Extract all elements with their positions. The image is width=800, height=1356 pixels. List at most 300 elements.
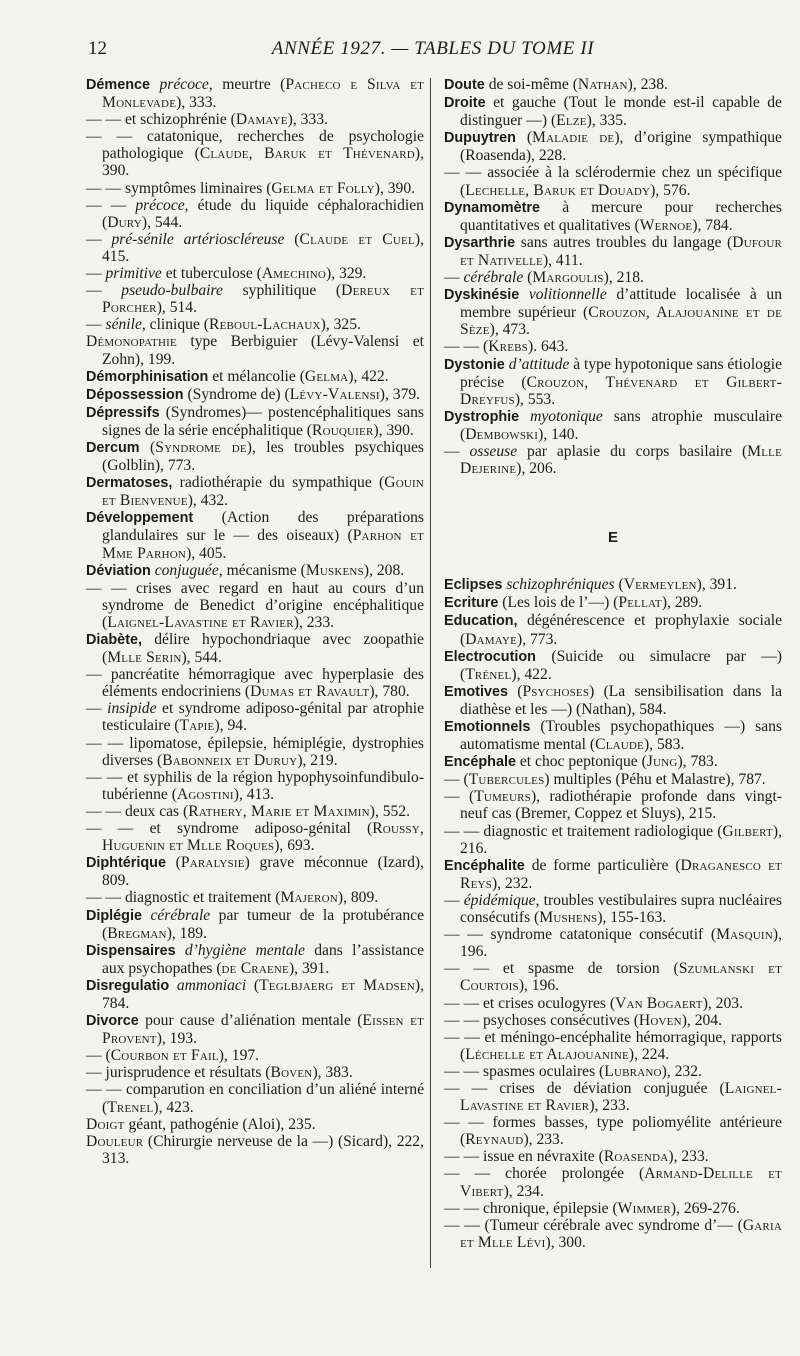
entry-text: et choc peptonique ( (519, 753, 647, 771)
entry-headword: Divorce (86, 1013, 139, 1030)
entry-authors: Paralysie (180, 854, 245, 872)
entry-headword: Electrocution (444, 648, 536, 665)
index-entry (86, 111, 424, 128)
entry-authors: Claude, Baruk et Thévenard (199, 145, 415, 163)
entry-repeat-dash: — — (444, 1199, 480, 1217)
entry-authors: Crouzon, Thévenard et Gilbert-Dreyfus (460, 373, 782, 408)
entry-authors: Claude (595, 736, 644, 754)
entry-pages: ), 224. (628, 1045, 670, 1063)
entry-pages: ), 773. (517, 630, 558, 648)
entry-authors: Pacheco e Silva et Monlevade (102, 76, 424, 112)
entry-repeat-dash: — (86, 316, 102, 334)
entry-pages: ). 643. (527, 338, 569, 356)
entry-pages: ), 300. (545, 1233, 586, 1251)
index-entry (444, 960, 782, 994)
entry-text: jurisprudence et résultats ( (105, 1064, 271, 1082)
entry-text: ( (246, 976, 260, 994)
entry-authors: Reynaud (465, 1131, 524, 1149)
entry-text: , étude du liquide céphalorachidien ( (102, 196, 424, 231)
entry-pages: ), 94. (214, 717, 247, 735)
index-entry (86, 76, 424, 111)
entry-qualifier: sénile (105, 316, 142, 334)
index-entry (444, 1114, 782, 1148)
right-column (444, 76, 782, 1251)
index-entry (444, 753, 782, 771)
index-entry (444, 926, 782, 960)
entry-pages: géant, pathogénie (Aloi), 235. (124, 1115, 316, 1133)
entry-headword: Emotionnels (444, 719, 531, 735)
entry-authors: Rouquier (312, 421, 374, 439)
entry-authors: de Craene (221, 959, 289, 977)
entry-text: ( (105, 1047, 111, 1065)
entry-authors: Maladie de (532, 129, 615, 147)
page-number: 12 (88, 38, 107, 59)
index-entry (86, 562, 424, 580)
entry-repeat-dash: — — (86, 802, 122, 820)
entry-repeat-dash: — (86, 1047, 102, 1065)
entry-authors: Eissen et Provent (102, 1012, 425, 1048)
index-entry (444, 1080, 782, 1114)
entry-pages: ), 784. (102, 976, 424, 1012)
entry-authors: Damaye (235, 111, 288, 129)
entry-pages: type Berbiguier (Lévy-Valensi et Zohn), 199. (102, 333, 424, 368)
index-entry (444, 1012, 782, 1029)
entry-headword: Encéphalite (444, 857, 525, 874)
entry-text: et schizophrénie ( (125, 111, 236, 129)
entry-pages: ), 196. (460, 926, 783, 961)
entry-headword: Dupuytren (444, 130, 516, 147)
index-entry (444, 338, 782, 355)
entry-authors: Szumlanski et Courtois (460, 960, 783, 995)
index-entry (86, 854, 424, 889)
entry-text: crises de déviation conjuguée ( (499, 1079, 725, 1097)
index-entry (444, 199, 782, 234)
index-entry (444, 1165, 782, 1199)
entry-text: psychoses consécutives ( (483, 1011, 639, 1029)
entry-repeat-dash: — — (444, 960, 490, 978)
entry-pages: ), 234. (503, 1182, 544, 1200)
entry-repeat-dash: — — (444, 1011, 480, 1029)
entry-headword: Ecriture (444, 595, 499, 612)
index-entry (86, 735, 424, 769)
entry-authors: Van Bogaert (615, 994, 703, 1012)
entry-headword: Dercum (86, 439, 140, 456)
entry-repeat-dash: — — (444, 822, 480, 840)
entry-pages: ), 514. (156, 299, 197, 317)
entry-text: lipomatose, épilepsie, hémiplégie, dystrophies diverses ( (102, 734, 424, 769)
index-entry (86, 439, 424, 474)
entry-repeat-dash: — — (86, 111, 122, 129)
entry-pages: ), 432. (187, 492, 229, 510)
entry-pages: ), 189. (166, 924, 207, 942)
index-entry (444, 1217, 782, 1251)
entry-pages: ), 390. (373, 421, 414, 439)
index-entry (444, 1063, 782, 1080)
index-entry (444, 76, 782, 94)
entry-qualifier: volitionnelle (528, 286, 607, 304)
entry-pages: ), 233. (668, 1148, 709, 1166)
entry-repeat-dash: — — (444, 1114, 484, 1132)
entry-authors: Jung (646, 753, 678, 771)
entry-authors: Tumeurs (474, 788, 531, 806)
entry-authors: Babonneix et Duruy (162, 751, 298, 769)
entry-pages: ), 783. (677, 753, 718, 771)
entry-pages: ), 576. (650, 181, 691, 199)
entry-repeat-dash: — (444, 788, 460, 806)
entry-authors: Margoulis (532, 269, 604, 287)
entry-authors: Lechelle, Baruk et Douady (465, 181, 651, 199)
entry-pages: ), 544. (141, 213, 183, 231)
entry-headword: Droite (444, 95, 486, 112)
entry-headword: Développement (86, 510, 194, 527)
entry-authors: Mlle Dejerine (460, 442, 782, 478)
entry-authors: Roasenda (603, 1148, 669, 1166)
entry-pages: ), 238. (627, 76, 668, 93)
entry-pages: ), 219. (297, 751, 338, 769)
entry-text: symptômes liminaires ( (125, 179, 272, 197)
entry-text: catatonique, recherches de psychologie pathologique ( (102, 128, 424, 163)
entry-qualifier: insipide (107, 700, 157, 718)
entry-authors: Mushens (539, 909, 598, 927)
entry-text: ( (483, 338, 489, 356)
index-entry (86, 666, 424, 700)
entry-text: pour cause d’aliénation mentale ( (145, 1012, 363, 1030)
entry-pages: ), 552. (369, 802, 411, 820)
entry-repeat-dash: — (86, 1064, 102, 1082)
entry-text: (Les lois de l’—) ( (502, 594, 619, 612)
index-entry (444, 164, 782, 198)
entry-authors: Psychoses (522, 682, 590, 700)
entry-headword: Dispensaires (86, 942, 176, 959)
entry-pages: ), 232. (491, 874, 533, 892)
entry-pages: ), 780. (369, 683, 410, 701)
entry-authors: Pellat (618, 594, 662, 612)
index-entry (444, 612, 782, 647)
entry-qualifier: schizophréniques (506, 576, 615, 594)
entry-text: d’attitude localisée à un membre supérieur ( (460, 286, 782, 322)
index-entry (86, 769, 424, 803)
entry-text: et tuberculose ( (161, 265, 262, 283)
entry-pages: ), 233. (523, 1131, 564, 1149)
entry-pages: ), 140. (538, 425, 579, 443)
index-entry (444, 269, 782, 286)
entry-repeat-dash: — — (86, 196, 127, 214)
entry-pages: ), 405. (186, 544, 227, 562)
entry-headword: Diabète, (86, 632, 142, 648)
entry-pages: ), 390. (102, 145, 424, 180)
entry-repeat-dash: — — (444, 994, 480, 1012)
entry-text: (Suicide ou simulacre par —) ( (460, 647, 782, 683)
entry-headword: Dépossession (86, 386, 184, 403)
entry-headword: Dystrophie (444, 408, 520, 425)
index-entry (86, 1133, 424, 1167)
entry-authors: Dereux et Porcher (102, 282, 424, 317)
entry-text: de forme particulière ( (531, 856, 681, 874)
entry-pages: ), 423. (153, 1098, 194, 1116)
entry-authors: Armand-Delille et Vibert (460, 1165, 782, 1200)
entry-pages: ), 391. (288, 959, 330, 977)
entry-repeat-dash: — — (444, 1028, 480, 1046)
entry-authors: Gelma (304, 367, 349, 385)
entry-pages: ), 197. (218, 1047, 260, 1065)
entry-text: ( (284, 230, 300, 248)
entry-authors: Trenel (107, 1098, 154, 1116)
entry-text: , mécanisme ( (218, 561, 306, 579)
entry-text: dans l’assistance aux psychopathes ( (102, 941, 424, 977)
entry-authors: Dumas et Ravault (250, 683, 370, 701)
entry-pages: ), 233. (589, 1097, 630, 1115)
entry-authors: Teglbjaerg et Madsen (259, 976, 415, 994)
entry-pages: ), 383. (312, 1064, 353, 1082)
entry-authors: Dury (107, 213, 142, 231)
index-entry (86, 889, 424, 906)
entry-headword: Diphtérique (86, 855, 166, 872)
entry-repeat-dash: — — (444, 1062, 480, 1080)
page-header (88, 38, 778, 66)
entry-text: et syndrome adiposo-génital ( (149, 820, 373, 838)
index-entry (444, 648, 782, 683)
entry-pages: ), 193. (156, 1030, 197, 1048)
entry-text: pancréatite hémorragique avec hyperplasie des éléments endocriniens ( (102, 666, 424, 701)
index-entry (444, 995, 782, 1012)
index-entry (86, 282, 424, 316)
entry-authors: Majeron (280, 889, 338, 907)
entry-text: et crises oculogyres ( (483, 994, 616, 1012)
entry-text: diagnostic et traitement ( (125, 889, 281, 907)
entry-text: à type hypotonique sans étiologie précise ( (460, 355, 782, 391)
entry-authors: Parhon et Mme Parhon (102, 527, 425, 562)
entry-authors: Gouin et Bienvenue (102, 474, 424, 510)
entry-authors: Dufour et Nativelle (460, 233, 782, 269)
section-letter: E (607, 529, 618, 547)
index-entry (86, 907, 424, 942)
entry-qualifier: osseuse (469, 442, 518, 460)
entry-text: , meurtre ( (208, 76, 286, 93)
entry-text: sans autres troubles du langage ( (520, 233, 733, 251)
entry-text: de soi-même ( (488, 76, 578, 93)
entry-authors: Draganesco et Reys (460, 856, 782, 892)
entry-text: délire hypochondriaque avec zoopathie ( (102, 631, 424, 667)
index-entry (444, 356, 782, 408)
entry-repeat-dash: — — (86, 768, 123, 786)
entry-qualifier: conjuguée (154, 561, 219, 579)
entry-pages: ), 391. (696, 576, 737, 594)
index-entry (86, 1081, 424, 1115)
entry-text: dégénérescence et prophylaxie sociale ( (460, 612, 783, 648)
entry-authors: Agostini (176, 785, 234, 803)
index-entry (86, 1012, 424, 1047)
entry-authors: Rathery, Marie et Maximin (188, 802, 370, 820)
entry-pages: ), 203. (702, 994, 743, 1012)
entry-text: syphilitique ( (222, 282, 342, 300)
entry-text: associée à la sclérodermie chez un spécifique ( (460, 164, 783, 199)
index-entry (444, 576, 782, 594)
entry-pages: ), 473. (489, 321, 530, 339)
entry-pages: ), 422. (348, 367, 389, 385)
entry-authors: Crouzon, Alajouanine et de Sèze (460, 304, 782, 339)
entry-authors: Tapie (179, 717, 215, 735)
entry-text: sans atrophie musculaire ( (460, 407, 782, 443)
entry-text: diagnostic et traitement radiologique ( (483, 822, 723, 840)
entry-headword: Démorphinisation (86, 368, 209, 385)
entry-text: radiothérapie du sympathique ( (179, 474, 385, 492)
entry-authors: Courbon et Fail (110, 1047, 219, 1065)
entry-pages: ), 269-276. (670, 1199, 740, 1217)
entry-pages: ), 325. (320, 316, 361, 334)
entry-authors: Démonopathie (86, 333, 177, 351)
entry-text: ( (523, 269, 533, 287)
index-entry (86, 1116, 424, 1133)
entry-text: , clinique ( (141, 316, 209, 334)
entry-text: spasmes oculaires ( (483, 1062, 605, 1080)
entry-pages: ), 693. (274, 837, 315, 855)
entry-text: ( (468, 788, 475, 806)
entry-pages: ), 289. (661, 594, 703, 612)
index-entry (444, 823, 782, 857)
index-entry (444, 1029, 782, 1063)
entry-repeat-dash: — (444, 269, 460, 287)
entry-headword: Education, (444, 613, 518, 630)
entry-headword: Dysarthrie (444, 234, 516, 251)
entry-text: (Syndrome de) ( (187, 385, 290, 403)
entry-headword: Encéphale (444, 754, 516, 771)
entry-text: (Syndromes)— postencéphalitiques sans signes de la série encéphalitique ( (102, 403, 424, 439)
entry-text: et syndrome adiposo-génital par atrophie testiculaire ( (102, 700, 424, 735)
index-entry (86, 977, 424, 1012)
entry-authors: Laignel-Lavastine et Ravier (107, 613, 294, 631)
entry-repeat-dash: — — (444, 164, 482, 182)
entry-text: et mélancolie ( (212, 367, 305, 385)
entry-authors: Gelma et Folly (271, 179, 375, 197)
entry-text: chorée prolongée ( (505, 1165, 645, 1183)
entry-authors: Amechino (261, 265, 327, 283)
entry-headword: Déviation (86, 562, 151, 579)
entry-authors: Boven (270, 1064, 313, 1082)
entry-pages: ), 809. (337, 889, 379, 907)
entry-text: chronique, épilepsie ( (483, 1199, 618, 1217)
entry-pages: ), 390. (374, 179, 416, 197)
entry-repeat-dash: — (86, 666, 102, 684)
entry-repeat-dash: — (86, 265, 102, 283)
index-entry (86, 509, 424, 561)
entry-pages: (Chirurgie nerveuse de la —) (Sicard), 222, 313. (102, 1132, 424, 1167)
entry-authors: Wernoe (639, 216, 693, 234)
entry-repeat-dash: — — (86, 820, 134, 838)
index-entry (444, 129, 782, 164)
left-column (86, 76, 424, 1167)
entry-text: par tumeur de la protubérance ( (102, 906, 424, 942)
index-entry (86, 368, 424, 386)
entry-qualifier: précoce (135, 196, 185, 214)
index-entry (444, 94, 782, 129)
index-entry (444, 1200, 782, 1217)
entry-pages: ), 233. (293, 613, 335, 631)
entry-headword: Démence (86, 77, 150, 93)
entry-authors: Trénel (465, 665, 512, 683)
index-entry (444, 1148, 782, 1165)
index-entry (86, 631, 424, 666)
entry-authors: Doigt (86, 1115, 125, 1133)
entry-text: ( (526, 129, 533, 147)
entry-pages: ), 335. (586, 112, 627, 130)
entry-qualifier: d’hygiène mentale (184, 941, 305, 959)
entry-authors: Krebs (488, 338, 528, 356)
entry-authors: Léchelle et Alajouanine (465, 1045, 629, 1063)
index-entry (86, 580, 424, 631)
entry-authors: Bregman (107, 924, 167, 942)
entry-pages: ), 232. (661, 1062, 702, 1080)
entry-authors: Damaye (465, 630, 517, 648)
entry-authors: Gilbert (722, 822, 773, 840)
entry-headword: Dynamomètre (444, 199, 540, 216)
entry-repeat-dash: — — (444, 1216, 480, 1234)
entry-repeat-dash: — — (86, 734, 124, 752)
entry-qualifier: précoce (159, 76, 209, 93)
entry-pages: ), d’origine sympathique (Roasenda), 228. (460, 129, 782, 165)
index-entry (444, 286, 782, 338)
entry-repeat-dash: — (86, 230, 102, 248)
entry-text: comparution en conciliation d’un aliéné interné ( (102, 1081, 424, 1116)
index-entry (444, 892, 782, 926)
entry-pages: ), 208. (363, 561, 405, 579)
index-entry (86, 803, 424, 820)
index-entry (86, 474, 424, 509)
entry-pages: ), les troubles psychiques (Golblin), 773. (102, 438, 424, 475)
entry-pages: ), 333. (287, 111, 328, 129)
index-entry (86, 404, 424, 439)
entry-pages: ), radiothérapie profonde dans vingt-neuf cas (Bremer, Coppez et Sluys), 215. (460, 788, 782, 823)
entry-repeat-dash: — — (444, 926, 483, 944)
entry-text: et syphilis de la région hypophysoinfundibulo-tubérienne ( (102, 768, 425, 803)
entry-pages: ), 583. (643, 736, 685, 754)
entry-repeat-dash: — — (444, 1148, 480, 1166)
index-entry (86, 1047, 424, 1064)
index-entry (86, 316, 424, 333)
entry-text: (Action des préparations glandulaires sur le — des oiseaux) ( (102, 509, 424, 545)
index-entry (86, 1064, 424, 1081)
entry-qualifier: épidémique (463, 891, 536, 909)
entry-authors: Claude et Cuel (299, 230, 415, 248)
entry-repeat-dash: — — (86, 1081, 122, 1099)
entry-authors: Roussy, Huguenin et Mlle Roques (102, 820, 424, 855)
entry-pages: ) grave méconnue (Izard), 809. (102, 854, 424, 890)
entry-authors: Garia et Mlle Lévi (460, 1216, 782, 1251)
entry-repeat-dash: — (86, 282, 102, 300)
entry-headword: Dyskinésie (444, 287, 520, 304)
entry-headword: Dermatoses, (86, 475, 173, 492)
index-entry (86, 333, 424, 367)
entry-pages: ), 216. (460, 822, 782, 857)
entry-pages: ), 218. (603, 269, 644, 287)
entry-pages: ), 415. (102, 230, 424, 265)
entry-headword: Doute (444, 77, 485, 93)
entry-text: par aplasie du corps basilaire ( (517, 442, 748, 460)
entry-qualifier: cérébrale (463, 269, 524, 287)
entry-headword: Dystonie (444, 356, 505, 373)
entry-authors: Hoven (638, 1011, 682, 1029)
entry-authors: Tubercules (468, 771, 545, 789)
entry-headword: Emotives (444, 683, 508, 700)
index-entry (444, 408, 782, 443)
entry-text: syndrome catatonique consécutif ( (490, 926, 717, 944)
entry-qualifier: pré-sénile artérioscléreuse (111, 230, 285, 248)
entry-headword: Diplégie (86, 907, 142, 924)
entry-authors: Wimmer (617, 1199, 671, 1217)
index-entry (86, 265, 424, 282)
entry-text: deux cas ( (125, 802, 189, 820)
entry-authors: Mlle Serin (107, 649, 182, 667)
entry-authors: Syndrome de (155, 438, 247, 456)
